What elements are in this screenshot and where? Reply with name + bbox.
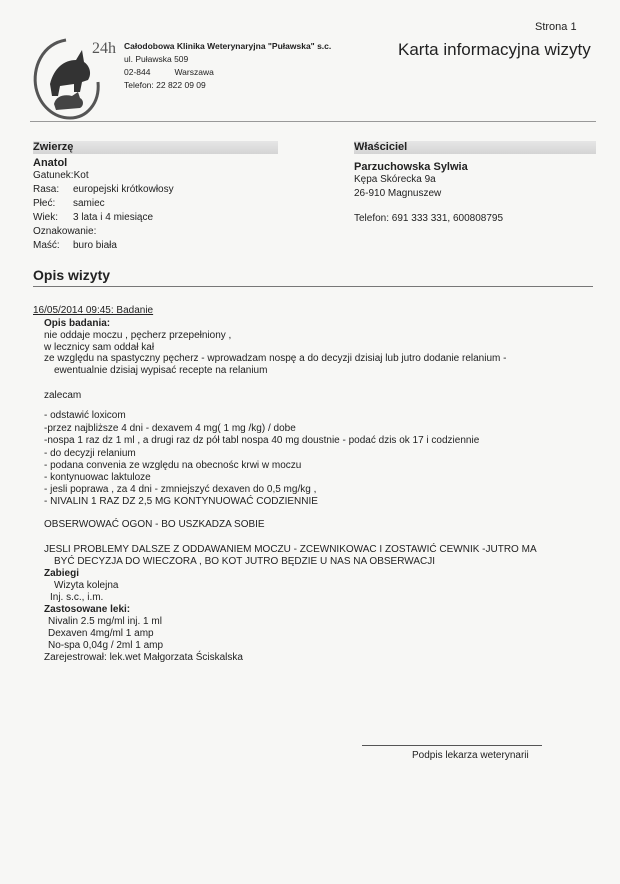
procedure-item: Inj. s.c., i.m. (50, 592, 104, 603)
visit-line: - NIVALIN 1 RAZ DZ 2,5 MG KONTYNUOWAĆ CODZIENNIE (44, 496, 318, 507)
age-label: Wiek: (33, 212, 58, 223)
breed-label: Rasa: (33, 184, 60, 195)
clinic-info (124, 40, 331, 92)
visit-line: -nospa 1 raz dz 1 ml , a drugi raz dz pół tabl nospa 40 mg doustnie - podać dzis ok 17 i codziennie (44, 435, 480, 446)
age-value: 3 lata i 4 miesiące (73, 212, 154, 223)
owner-phone: Telefon: 691 333 331, 600808795 (354, 213, 504, 224)
drugs-label: Zastosowane leki: (44, 604, 131, 615)
page-number: Strona 1 (535, 21, 577, 33)
clinic-city: Warszawa (174, 67, 214, 77)
visit-line: - jesli poprawa , za 4 dni - zmniejszyć dexaven do 0,5 mg/kg , (44, 484, 317, 495)
document-title: Karta informacyjna wizyty (398, 40, 591, 59)
animal-marking: Oznakowanie: (33, 226, 97, 237)
animal-sex-row (33, 198, 105, 210)
visit-line: JESLI PROBLEMY DALSZE Z ODDAWANIEM MOCZU - ZCEWNIKOWAC I ZOSTAWIĆ CEWNIK -JUTRO MA (44, 544, 537, 555)
clinic-name: Całodobowa Klinika Weterynaryjna "Puławska" s.c. (124, 41, 332, 51)
animal-color-row (33, 240, 117, 252)
animal-species: Gatunek:Kot (33, 170, 89, 181)
animal-section-heading: Zwierzę (33, 141, 278, 154)
animal-age-row (33, 212, 153, 224)
visit-section-title: Opis wizyty (33, 267, 111, 283)
header-divider (30, 121, 596, 122)
sex-label: Płeć: (33, 198, 56, 209)
animal-name: Anatol (33, 157, 68, 169)
signature-label: Podpis lekarza weterynarii (412, 750, 529, 761)
procedure-item: Wizyta kolejna (54, 580, 119, 591)
clinic-street: ul. Puławska 509 (124, 54, 189, 64)
visit-divider (33, 286, 593, 287)
drug-item: No-spa 0,04g / 2ml 1 amp (48, 640, 164, 651)
visit-line: -przez najbliższe 4 dni - dexavem 4 mg( 1 mg /kg) / dobe (44, 423, 296, 434)
owner-address-2: 26-910 Magnuszew (354, 188, 442, 199)
owner-name: Parzuchowska Sylwia (354, 161, 468, 173)
clinic-postal: 02-844 (124, 67, 151, 77)
clinic-postal-city (124, 66, 331, 79)
visit-line: - odstawić loxicom (44, 410, 126, 421)
visit-line: zalecam (44, 390, 82, 401)
signature-line (362, 745, 542, 746)
visit-date-line: 16/05/2014 09:45: Badanie (33, 305, 154, 316)
visit-line: ze względu na spastyczny pęcherz - wprowadzam nospę a do decyzji dzisiaj lub jutro dodanie relanium - (44, 353, 507, 364)
drug-item: Nivalin 2.5 mg/ml inj. 1 ml (48, 616, 162, 627)
registered-by: Zarejestrował: lek.wet Małgorzata Ściskalska (44, 652, 243, 663)
drug-item: Dexaven 4mg/ml 1 amp (48, 628, 154, 639)
owner-address-1: Kępa Skórecka 9a (354, 174, 436, 185)
exam-label: Opis badania: (44, 318, 111, 329)
animal-breed-row (33, 184, 174, 196)
visit-line: - do decyzji relanium (44, 448, 136, 459)
visit-line: nie oddaje moczu , pęcherz przepełniony , (44, 330, 232, 341)
visit-line: BYĆ DECYZJA DO WIECZORA , BO KOT JUTRO BĘDZIE U NAS NA OBSERWACJI (54, 556, 435, 567)
logo-24h-text: 24h (92, 40, 116, 57)
owner-section-heading: Właściciel (354, 141, 596, 154)
visit-line: - podana convenia ze względu na obecnośc krwi w moczu (44, 460, 302, 471)
color-label: Maść: (33, 240, 60, 251)
procedures-label: Zabiegi (44, 568, 80, 579)
breed-value: europejski krótkowłosy (73, 184, 174, 195)
sex-value: samiec (73, 198, 105, 209)
visit-line: ewentualnie dzisiaj wypisać recepte na relanium (54, 365, 268, 376)
visit-line: w lecznicy sam oddał kał (44, 342, 155, 353)
visit-line: - kontynuowac laktuloze (44, 472, 151, 483)
clinic-phone: Telefon: 22 822 09 09 (124, 80, 206, 90)
color-value: buro biała (73, 240, 117, 251)
visit-line: OBSERWOWAĆ OGON - BO USZKADZA SOBIE (44, 519, 265, 530)
